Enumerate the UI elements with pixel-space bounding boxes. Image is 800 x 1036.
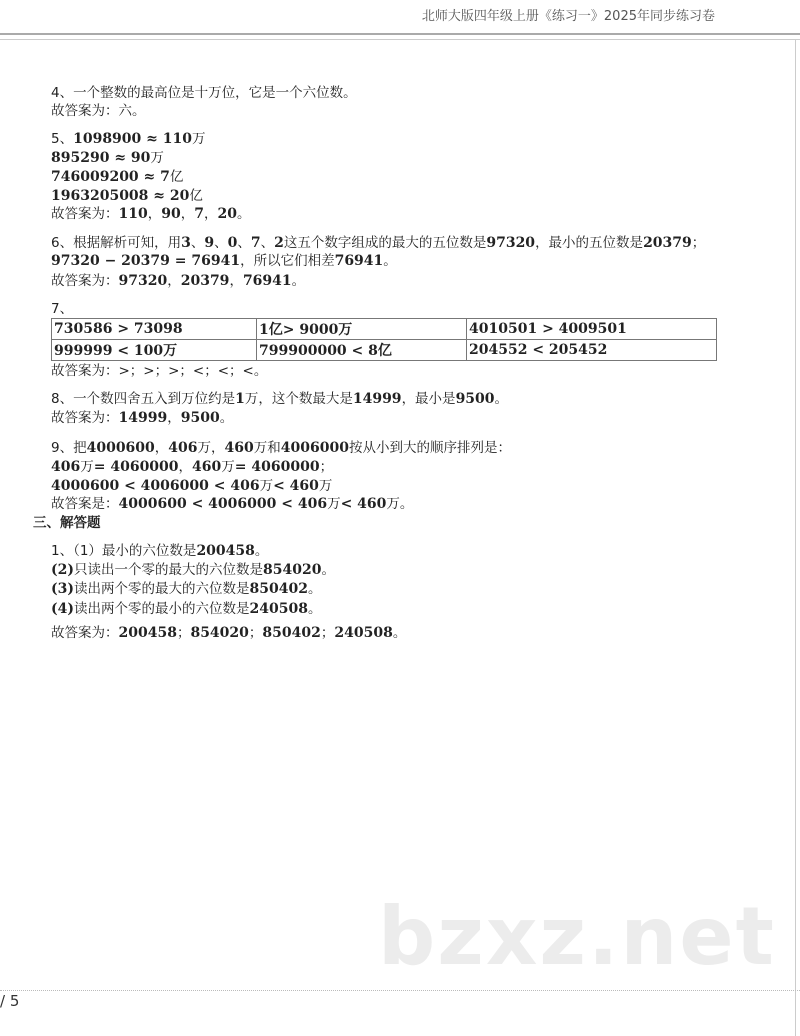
answer-line xyxy=(51,252,397,270)
math-expression: 110 xyxy=(118,206,148,222)
math-expression: 854020 xyxy=(190,625,249,641)
answer-line xyxy=(51,130,205,148)
answer-line xyxy=(51,187,203,205)
math-expression: 406 xyxy=(51,459,81,475)
footer-divider xyxy=(0,990,800,991)
math-expression: 3 xyxy=(181,235,191,251)
math-expression: 9500 xyxy=(455,391,495,407)
text-segment: 4、一个整数的最高位是十万位，它是一个六位数。 xyxy=(51,85,357,101)
math-expression: 850402 xyxy=(249,581,308,597)
text-segment: 。 xyxy=(383,253,397,269)
table-cell: 799900000 < 8亿 xyxy=(257,340,467,361)
math-expression: 1098900 ≈ 110 xyxy=(73,131,192,147)
answer-line xyxy=(51,600,321,618)
math-expression: 460 xyxy=(224,440,254,456)
answer-line xyxy=(51,362,267,380)
answer-line xyxy=(51,300,73,318)
math-expression: 850402 xyxy=(262,625,321,641)
text-segment: 、 xyxy=(237,235,251,251)
text-segment: ； xyxy=(319,459,334,475)
answer-line xyxy=(51,580,321,598)
math-expression: 76941 xyxy=(242,273,292,289)
math-expression: 4000600 < 4006000 < 406 xyxy=(118,496,328,512)
math-expression: 20 xyxy=(217,206,237,222)
text-segment: 1、（1）最小的六位数是 xyxy=(51,543,197,559)
text-segment: 亿 xyxy=(169,169,184,185)
text-segment: ， xyxy=(178,459,193,475)
text-segment: 这五个数字组成的最大的五位数是 xyxy=(283,235,487,251)
text-segment: 只读出一个零的最大的六位数是 xyxy=(74,562,263,578)
math-expression: 20379 xyxy=(180,273,230,289)
text-segment: 故答案为：>；>；>；<；<；<。 xyxy=(51,363,268,379)
text-segment: ，所以它们相差 xyxy=(240,253,335,269)
math-expression: 1 xyxy=(235,391,245,407)
text-segment: 万 xyxy=(80,459,94,475)
text-segment: 。 xyxy=(307,581,322,597)
text-segment: 万 xyxy=(221,459,235,475)
answer-line xyxy=(51,458,333,476)
math-expression: 854020 xyxy=(263,562,322,578)
math-expression: 460 xyxy=(192,459,222,475)
table-cell: 1亿> 9000万 xyxy=(257,319,467,340)
text-segment: 万 xyxy=(318,478,333,494)
answer-line xyxy=(51,272,305,290)
math-expression: 746009200 ≈ 7 xyxy=(51,169,170,185)
text-segment: ， xyxy=(167,410,181,426)
math-expression: 9 xyxy=(204,235,215,251)
text-segment: ， xyxy=(203,206,218,222)
text-segment: 三、解答题 xyxy=(33,515,101,531)
text-segment: 。 xyxy=(236,206,251,222)
table-cell: 204552 < 205452 xyxy=(467,340,717,361)
text-segment: ， xyxy=(167,273,181,289)
text-segment: 。 xyxy=(307,601,322,617)
math-expression: (4) xyxy=(51,601,74,617)
text-segment: 。 xyxy=(254,543,269,559)
math-expression: 90 xyxy=(161,206,181,222)
text-segment: ， xyxy=(154,440,169,456)
math-expression: 7 xyxy=(250,235,261,251)
text-segment: 7、 xyxy=(51,301,74,317)
answer-line xyxy=(51,439,511,457)
text-segment: ， xyxy=(229,273,243,289)
text-segment: 万， xyxy=(197,440,225,456)
text-segment: ， xyxy=(180,206,195,222)
text-segment: 按从小到大的顺序排列是： xyxy=(348,440,511,456)
answer-line xyxy=(51,477,332,495)
comparison-table xyxy=(51,318,717,361)
text-segment: 。 xyxy=(321,562,335,578)
text-segment: 读出两个零的最大的六位数是 xyxy=(74,581,250,597)
header-divider-secondary xyxy=(0,39,800,40)
math-expression: 240508 xyxy=(334,625,393,641)
text-segment: 故答案为： xyxy=(51,410,119,426)
table-cell: 730586 > 73098 xyxy=(52,319,257,340)
text-segment: ； xyxy=(176,625,191,641)
math-expression: 4000600 xyxy=(86,440,155,456)
math-expression: 97320 xyxy=(118,273,168,289)
text-segment: ； xyxy=(320,625,335,641)
answer-line xyxy=(51,409,233,427)
text-segment: 、 xyxy=(190,235,205,251)
text-segment: ； xyxy=(691,235,706,251)
text-segment: 亿 xyxy=(189,188,203,204)
answer-line xyxy=(51,495,413,513)
math-expression: 200458 xyxy=(196,543,255,559)
math-expression: 4006000 xyxy=(280,440,349,456)
math-expression: 240508 xyxy=(249,601,308,617)
answer-line xyxy=(51,168,183,186)
answer-line xyxy=(51,390,508,408)
table-row xyxy=(52,340,717,361)
table-cell: 999999 < 100万 xyxy=(52,340,257,361)
text-segment: 万 xyxy=(150,150,164,166)
text-segment: 。 xyxy=(219,410,234,426)
text-segment: 万，这个数最大是 xyxy=(244,391,353,407)
answer-line xyxy=(51,234,705,252)
text-segment: 。 xyxy=(392,625,407,641)
math-expression: < 460 xyxy=(273,478,319,494)
text-segment: ，最小是 xyxy=(401,391,456,407)
text-segment: 。 xyxy=(291,273,306,289)
math-expression: = 4060000 xyxy=(234,459,320,475)
watermark: bzxz.net xyxy=(378,890,776,983)
math-expression: 76941 xyxy=(334,253,384,269)
text-segment: 故答案为： xyxy=(51,206,119,222)
section-heading xyxy=(33,514,101,532)
math-expression: 2 xyxy=(274,235,284,251)
text-segment: 万 xyxy=(191,131,206,147)
document-header-title: 北师大版四年级上册《练习一》2025年同步练习卷 xyxy=(421,9,715,24)
text-segment: 读出两个零的最小的六位数是 xyxy=(74,601,250,617)
answer-line xyxy=(51,102,146,120)
text-segment: 故答案为： xyxy=(51,273,119,289)
text-segment: 、 xyxy=(260,235,275,251)
math-expression: 1963205008 ≈ 20 xyxy=(51,188,190,204)
text-segment: 9、把 xyxy=(51,440,87,456)
math-expression: 4000600 < 4006000 < 406 xyxy=(51,478,260,494)
text-segment: 。 xyxy=(494,391,509,407)
text-segment: 8、一个数四舍五入到万位约是 xyxy=(51,391,236,407)
text-segment: 故答案是： xyxy=(51,496,119,512)
text-segment: ，最小的五位数是 xyxy=(535,235,644,251)
text-segment: 5、 xyxy=(51,131,74,147)
math-expression: 97320 xyxy=(486,235,536,251)
math-expression: 895290 ≈ 90 xyxy=(51,150,151,166)
text-segment: ； xyxy=(248,625,263,641)
table-row xyxy=(52,319,717,340)
page-number: / 5 xyxy=(0,992,20,1010)
math-expression: 7 xyxy=(194,206,204,222)
table-cell: 4010501 > 4009501 xyxy=(467,319,717,340)
math-expression: < 460 xyxy=(340,496,387,512)
math-expression: 14999 xyxy=(118,410,168,426)
answer-line xyxy=(51,205,250,223)
text-segment: 万。 xyxy=(386,496,414,512)
answer-line xyxy=(51,542,268,560)
text-segment: 6、根据解析可知，用 xyxy=(51,235,182,251)
answer-line xyxy=(51,84,357,102)
math-expression: 0 xyxy=(227,235,238,251)
answer-line xyxy=(51,624,406,642)
text-segment: ， xyxy=(147,206,162,222)
text-segment: 万 xyxy=(327,496,341,512)
text-segment: 、 xyxy=(214,235,228,251)
text-segment: 万 xyxy=(259,478,274,494)
math-expression: (3) xyxy=(51,581,74,597)
answer-line xyxy=(51,149,164,167)
math-expression: 9500 xyxy=(180,410,220,426)
math-expression: 20379 xyxy=(643,235,692,251)
header-divider xyxy=(0,33,800,35)
text-segment: 万和 xyxy=(253,440,281,456)
math-expression: 406 xyxy=(168,440,198,456)
answer-line xyxy=(51,561,335,579)
math-expression: 200458 xyxy=(118,625,177,641)
math-expression: 97320 − 20379 = 76941 xyxy=(51,253,241,269)
page-right-edge xyxy=(795,40,796,1036)
math-expression: (2) xyxy=(51,562,74,578)
text-segment: 故答案为： xyxy=(51,625,119,641)
text-segment: 故答案为：六。 xyxy=(51,103,146,119)
math-expression: 14999 xyxy=(352,391,402,407)
math-expression: = 4060000 xyxy=(93,459,179,475)
